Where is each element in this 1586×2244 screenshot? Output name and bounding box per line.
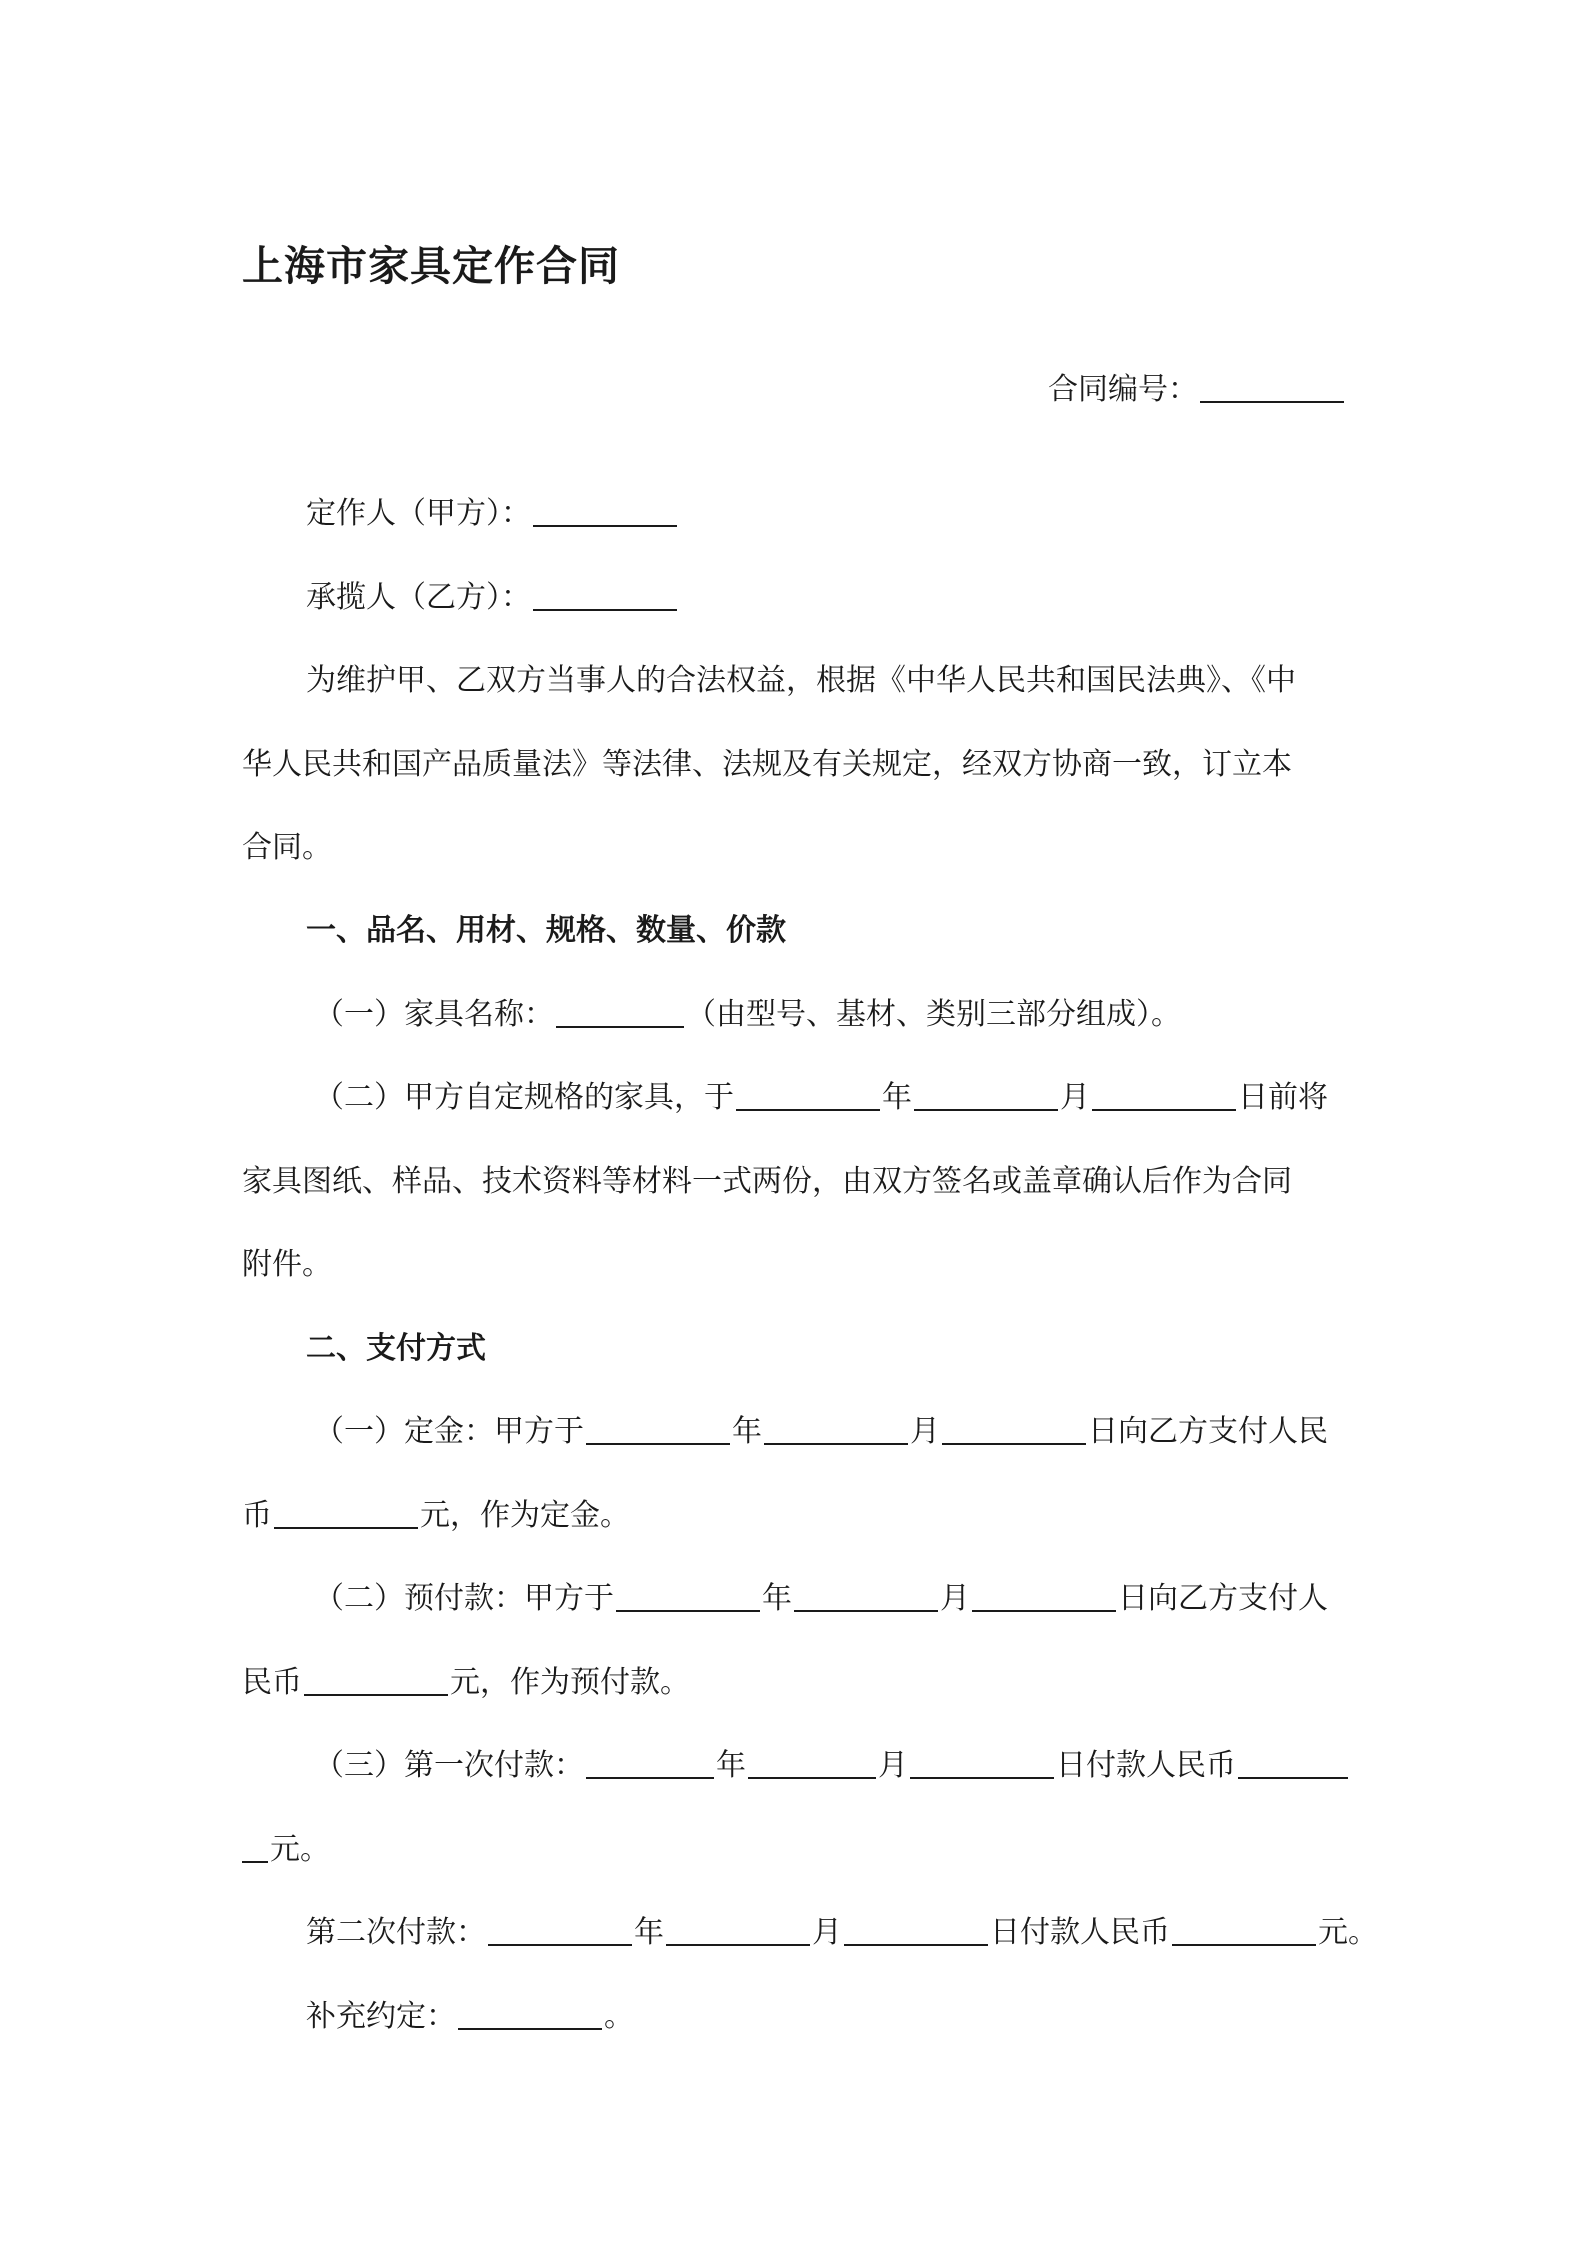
first-pay-year-blank	[586, 1747, 714, 1779]
deposit-amount-blank	[274, 1497, 418, 1529]
party-a-row	[306, 494, 679, 534]
year-label: 年	[716, 1748, 746, 1783]
prepay-amount-blank	[304, 1664, 448, 1696]
s2-item2-line-2	[242, 1663, 690, 1703]
s1-month-blank	[914, 1079, 1058, 1111]
first-pay-amount-blank-cont	[242, 1831, 268, 1863]
first-pay-amount-blank	[1238, 1747, 1348, 1779]
year-label: 年	[882, 1080, 912, 1115]
contract-number-label: 合同编号：	[1048, 372, 1198, 407]
party-a-label: 定作人（甲方）：	[306, 496, 531, 531]
deposit-month-blank	[764, 1413, 908, 1445]
second-pay-day-blank	[844, 1914, 988, 1946]
furniture-name-blank	[556, 996, 684, 1028]
supplement-label: 补充约定：	[306, 1999, 456, 2034]
deposit-day-blank	[942, 1413, 1086, 1445]
month-label: 月	[812, 1915, 842, 1950]
supplement-blank	[458, 1998, 602, 2030]
day-suffix-label: 日付款人民币	[990, 1915, 1170, 1950]
deposit-year-blank	[586, 1413, 730, 1445]
s1-item1-suffix: （由型号、基材、类别三部分组成）。	[686, 997, 1181, 1032]
prepay-year-blank	[616, 1580, 760, 1612]
s1-item2-prefix: （二）甲方自定规格的家具，于	[314, 1080, 734, 1115]
first-pay-month-blank	[748, 1747, 876, 1779]
section-1-heading: 一、品名、用材、规格、数量、价款	[306, 913, 786, 948]
s1-item2-line-2: 家具图纸、样品、技术资料等材料一式两份，由双方签名或盖章确认后作为合同	[242, 1164, 1292, 1199]
prepay-suffix: 元，作为预付款。	[450, 1665, 690, 1700]
s2-item1-prefix: （一）定金：甲方于	[314, 1414, 584, 1449]
month-label: 月	[1060, 1080, 1090, 1115]
second-pay-row	[306, 1913, 1378, 1953]
day-suffix-label: 日付款人民币	[1056, 1748, 1236, 1783]
intro-line-1: 为维护甲、乙双方当事人的合法权益，根据《中华人民共和国民法典》、《中	[306, 663, 1296, 698]
currency-label: 币	[242, 1498, 272, 1533]
s1-item2-row	[314, 1078, 1328, 1118]
s1-year-blank	[736, 1079, 880, 1111]
prepay-day-blank	[972, 1580, 1116, 1612]
s2-item3-prefix: （三）第一次付款：	[314, 1748, 584, 1783]
s1-day-blank	[1092, 1079, 1236, 1111]
party-b-label: 承揽人（乙方）：	[306, 580, 531, 615]
document-title: 上海市家具定作合同	[242, 242, 620, 290]
currency-label: 民币	[242, 1665, 302, 1700]
intro-line-2: 华人民共和国产品质量法》等法律、法规及有关规定，经双方协商一致，订立本	[242, 747, 1292, 782]
second-pay-month-blank	[666, 1914, 810, 1946]
second-pay-year-blank	[488, 1914, 632, 1946]
s2-item3-row	[314, 1746, 1350, 1786]
s2-item1-row	[314, 1412, 1328, 1452]
year-label: 年	[732, 1414, 762, 1449]
prepay-month-blank	[794, 1580, 938, 1612]
deposit-suffix: 元，作为定金。	[420, 1498, 630, 1533]
supplement-row	[306, 1997, 634, 2037]
s1-item1-prefix: （一）家具名称：	[314, 997, 554, 1032]
s1-item2-line-3: 附件。	[242, 1247, 332, 1282]
intro-line-3: 合同。	[242, 830, 332, 865]
supplement-end: 。	[604, 1999, 634, 2034]
section-2-heading: 二、支付方式	[306, 1331, 486, 1366]
second-pay-amount-blank	[1172, 1914, 1316, 1946]
year-label: 年	[762, 1581, 792, 1616]
party-b-row	[306, 578, 679, 618]
s2-item2-row	[314, 1579, 1328, 1619]
month-label: 月	[878, 1748, 908, 1783]
first-pay-day-blank	[910, 1747, 1054, 1779]
day-suffix-label: 日向乙方支付人民	[1088, 1414, 1328, 1449]
day-suffix-label: 日前将	[1238, 1080, 1328, 1115]
second-pay-suffix: 元。	[1318, 1915, 1378, 1950]
contract-number-row	[1048, 370, 1346, 410]
party-b-blank	[533, 579, 677, 611]
second-pay-prefix: 第二次付款：	[306, 1915, 486, 1950]
day-suffix-label: 日向乙方支付人	[1118, 1581, 1328, 1616]
month-label: 月	[910, 1414, 940, 1449]
s2-item2-prefix: （二）预付款：甲方于	[314, 1581, 614, 1616]
contract-number-blank	[1200, 371, 1344, 403]
party-a-blank	[533, 495, 677, 527]
month-label: 月	[940, 1581, 970, 1616]
first-pay-suffix: 元。	[270, 1832, 330, 1867]
year-label: 年	[634, 1915, 664, 1950]
s1-item1-row	[314, 995, 1181, 1035]
s2-item3-line-2	[242, 1830, 330, 1870]
s2-item1-line-2	[242, 1496, 630, 1536]
